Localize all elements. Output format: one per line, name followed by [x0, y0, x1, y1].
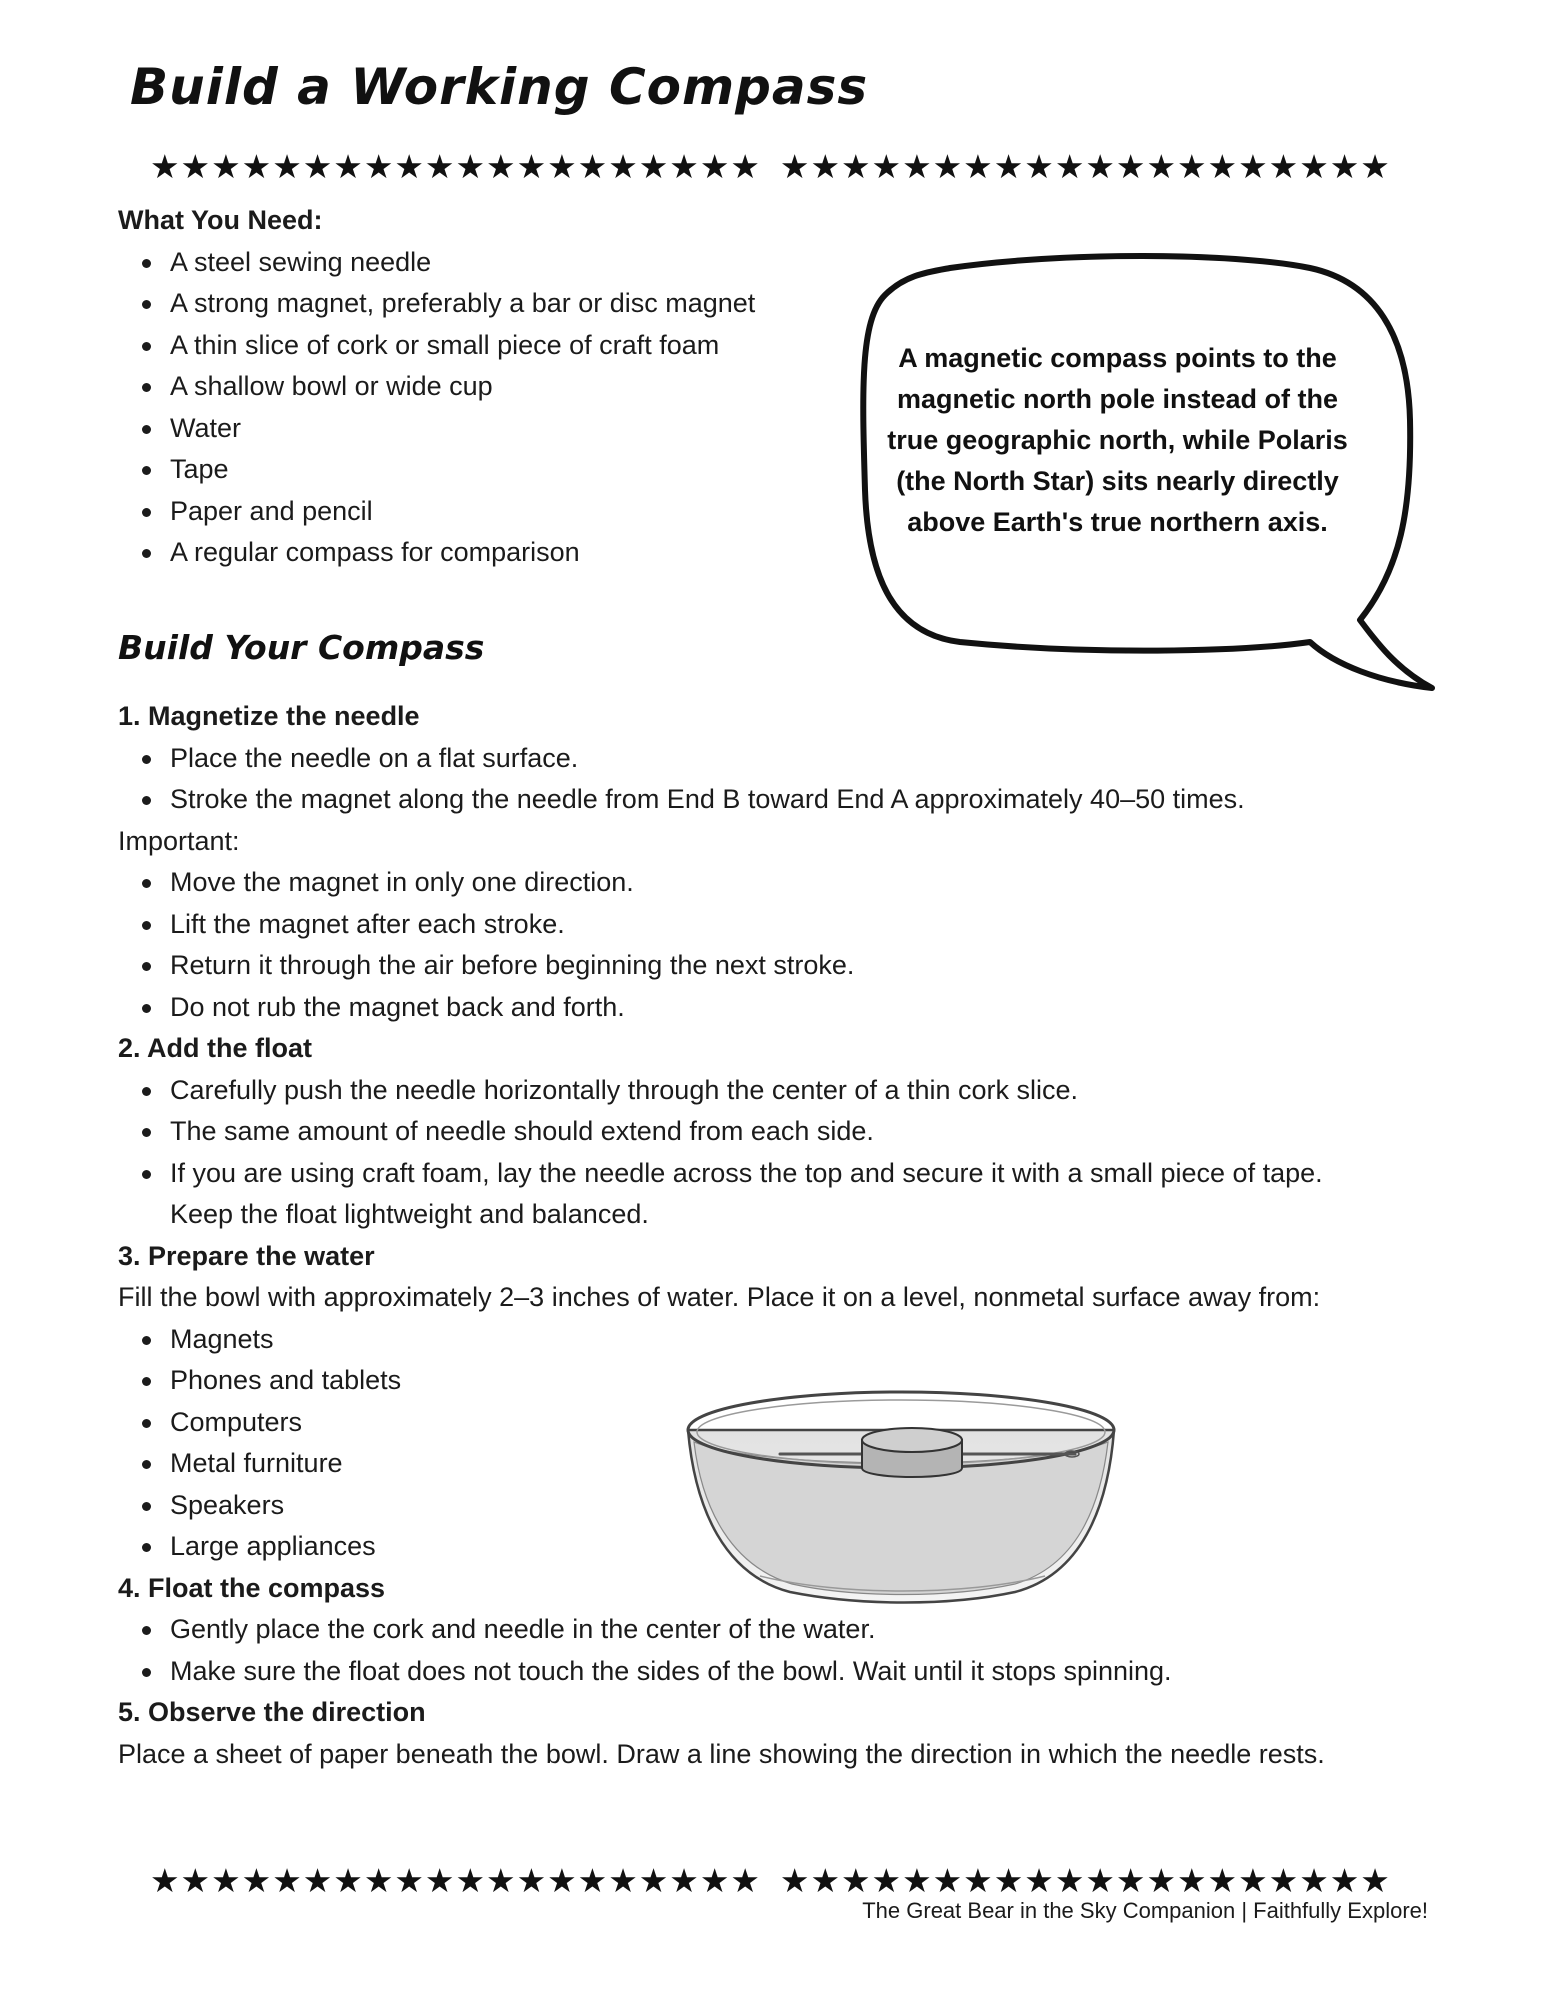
star-icon: ★	[993, 147, 1024, 186]
list-item: Computers	[118, 1402, 1388, 1444]
star-icon: ★	[810, 1861, 841, 1900]
star-icon: ★	[1329, 147, 1360, 186]
steps-section	[118, 696, 1388, 1775]
star-icon: ★	[963, 147, 993, 186]
star-icon: ★	[1360, 1861, 1390, 1900]
star-icon: ★	[871, 1861, 902, 1900]
star-icon: ★	[638, 147, 669, 186]
star-icon: ★	[394, 147, 424, 186]
step-5-heading: 5. Observe the direction	[118, 1697, 426, 1727]
star-icon: ★	[272, 1861, 302, 1900]
star-icon: ★	[699, 147, 730, 186]
list-item: Move the magnet in only one direction.	[118, 862, 1388, 904]
section-title: Build Your Compass	[118, 628, 485, 667]
list-item: A thin slice of cork or small piece of craft foam	[118, 325, 838, 367]
cork-top	[862, 1428, 962, 1452]
list-item: A strong magnet, preferably a bar or disc magnet	[118, 283, 838, 325]
step-1-heading: 1. Magnetize the needle	[118, 701, 420, 731]
star-icon: ★	[424, 147, 455, 186]
star-icon: ★	[333, 147, 363, 186]
list-item: Make sure the float does not touch the sides of the bowl. Wait until it stops spinning.	[118, 1651, 1388, 1693]
list-item: A steel sewing needle	[118, 242, 838, 284]
star-icon: ★	[1024, 1861, 1054, 1900]
what-you-need-heading: What You Need:	[118, 205, 323, 235]
list-item: Tape	[118, 449, 838, 491]
star-icon: ★	[669, 1861, 699, 1900]
star-icon: ★	[779, 147, 810, 186]
star-icon: ★	[699, 1861, 730, 1900]
star-icon: ★	[608, 1861, 638, 1900]
star-icon: ★	[730, 1861, 760, 1900]
star-icon: ★	[486, 147, 516, 186]
star-divider-bottom	[150, 1861, 1390, 1900]
star-icon: ★	[810, 147, 841, 186]
step-2-heading: 2. Add the float	[118, 1033, 312, 1063]
page-title: Build a Working Compass	[130, 58, 869, 116]
star-icon: ★	[932, 147, 963, 186]
star-icon: ★	[1146, 1861, 1177, 1900]
star-icon: ★	[1360, 147, 1390, 186]
star-icon: ★	[1207, 1861, 1238, 1900]
star-icon: ★	[363, 147, 394, 186]
star-icon: ★	[840, 1861, 871, 1900]
star-icon: ★	[547, 147, 577, 186]
list-item: Paper and pencil	[118, 491, 838, 533]
star-icon: ★	[1115, 1861, 1146, 1900]
list-item: Water	[118, 408, 838, 450]
star-icon: ★	[1024, 147, 1054, 186]
list-item: Do not rub the magnet back and forth.	[118, 987, 1388, 1029]
star-icon: ★	[1268, 1861, 1299, 1900]
star-icon: ★	[577, 1861, 608, 1900]
star-icon: ★	[241, 147, 272, 186]
star-icon: ★	[1207, 147, 1238, 186]
list-item: Magnets	[118, 1319, 1388, 1361]
star-divider-top	[150, 147, 1390, 186]
star-icon: ★	[932, 1861, 963, 1900]
step-4-heading: 4. Float the compass	[118, 1572, 386, 1603]
star-icon: ★	[993, 1861, 1024, 1900]
bowl-illustration	[680, 1370, 1120, 1610]
star-icon: ★	[779, 1861, 810, 1900]
list-item: Gently place the cork and needle in the center of the water.	[118, 1609, 1388, 1651]
star-icon: ★	[241, 1861, 272, 1900]
star-icon: ★	[902, 1861, 932, 1900]
star-icon: ★	[180, 147, 211, 186]
star-icon: ★	[302, 147, 333, 186]
list-item: Carefully push the needle horizontally through the center of a thin cork slice.	[118, 1070, 1388, 1112]
step-2-list	[118, 1070, 1388, 1236]
star-icon: ★	[211, 1861, 241, 1900]
star-icon: ★	[1115, 147, 1146, 186]
star-icon: ★	[516, 147, 547, 186]
what-you-need-section	[118, 200, 838, 574]
list-item: A regular compass for comparison	[118, 532, 838, 574]
star-icon: ★	[1329, 1861, 1360, 1900]
star-icon: ★	[180, 1861, 211, 1900]
important-label: Important:	[118, 825, 240, 856]
star-icon: ★	[211, 147, 241, 186]
star-icon: ★	[1238, 147, 1268, 186]
step-5-text: Place a sheet of paper beneath the bowl. Draw a line showing the direction in which the needle rests.	[118, 1738, 1325, 1769]
list-item: Lift the magnet after each stroke.	[118, 904, 1388, 946]
star-icon: ★	[272, 147, 302, 186]
star-icon: ★	[577, 147, 608, 186]
footer-text: The Great Bear in the Sky Companion | Faithfully Explore!	[862, 1898, 1428, 1923]
list-item: The same amount of needle should extend from each side.	[118, 1111, 1388, 1153]
star-icon: ★	[1054, 1861, 1085, 1900]
star-icon: ★	[302, 1861, 333, 1900]
star-icon: ★	[333, 1861, 363, 1900]
star-icon: ★	[871, 147, 902, 186]
list-item: Place the needle on a flat surface.	[118, 738, 1388, 780]
star-icon: ★	[455, 1861, 486, 1900]
star-icon: ★	[1238, 1861, 1268, 1900]
star-icon: ★	[608, 147, 638, 186]
list-item: Large appliances	[118, 1526, 1388, 1568]
star-icon: ★	[669, 147, 699, 186]
star-icon: ★	[1085, 147, 1115, 186]
list-item: Phones and tablets	[118, 1360, 1388, 1402]
list-item: A shallow bowl or wide cup	[118, 366, 838, 408]
star-icon: ★	[1268, 147, 1299, 186]
callout-text: A magnetic compass points to the magnetic north pole instead of the true geographic north, while Polaris (the North Star) sits nearly directly above Earth's true northern axis.	[887, 343, 1348, 537]
star-icon: ★	[547, 1861, 577, 1900]
step-1-list	[118, 738, 1388, 821]
star-icon: ★	[394, 1861, 424, 1900]
list-item: Stroke the magnet along the needle from End B toward End A approximately 40–50 times.	[118, 779, 1388, 821]
star-icon: ★	[730, 147, 760, 186]
step-4-list	[118, 1609, 1388, 1692]
star-icon: ★	[638, 1861, 669, 1900]
important-list	[118, 862, 1388, 1028]
star-icon: ★	[1177, 1861, 1207, 1900]
star-icon: ★	[902, 147, 932, 186]
step-3-text: Fill the bowl with approximately 2–3 inches of water. Place it on a level, nonmetal surface away from:	[118, 1282, 1321, 1312]
list-item: Metal furniture	[118, 1443, 1388, 1485]
star-icon: ★	[1146, 147, 1177, 186]
step-3-heading: 3. Prepare the water	[118, 1240, 375, 1271]
star-icon: ★	[455, 147, 486, 186]
star-icon: ★	[1299, 1861, 1329, 1900]
star-icon: ★	[963, 1861, 993, 1900]
star-icon: ★	[1054, 147, 1085, 186]
star-icon: ★	[363, 1861, 394, 1900]
list-item: Speakers	[118, 1485, 1388, 1527]
star-icon: ★	[840, 147, 871, 186]
star-icon: ★	[1299, 147, 1329, 186]
list-item: If you are using craft foam, lay the needle across the top and secure it with a small piece of tape. Keep the float lightweight and balanced.	[118, 1153, 1388, 1236]
star-icon: ★	[150, 147, 180, 186]
star-icon: ★	[1177, 147, 1207, 186]
supplies-list	[118, 242, 838, 574]
star-icon: ★	[150, 1861, 180, 1900]
star-icon: ★	[1085, 1861, 1115, 1900]
star-icon: ★	[516, 1861, 547, 1900]
star-icon: ★	[424, 1861, 455, 1900]
list-item: Return it through the air before beginning the next stroke.	[118, 945, 1388, 987]
star-icon: ★	[486, 1861, 516, 1900]
